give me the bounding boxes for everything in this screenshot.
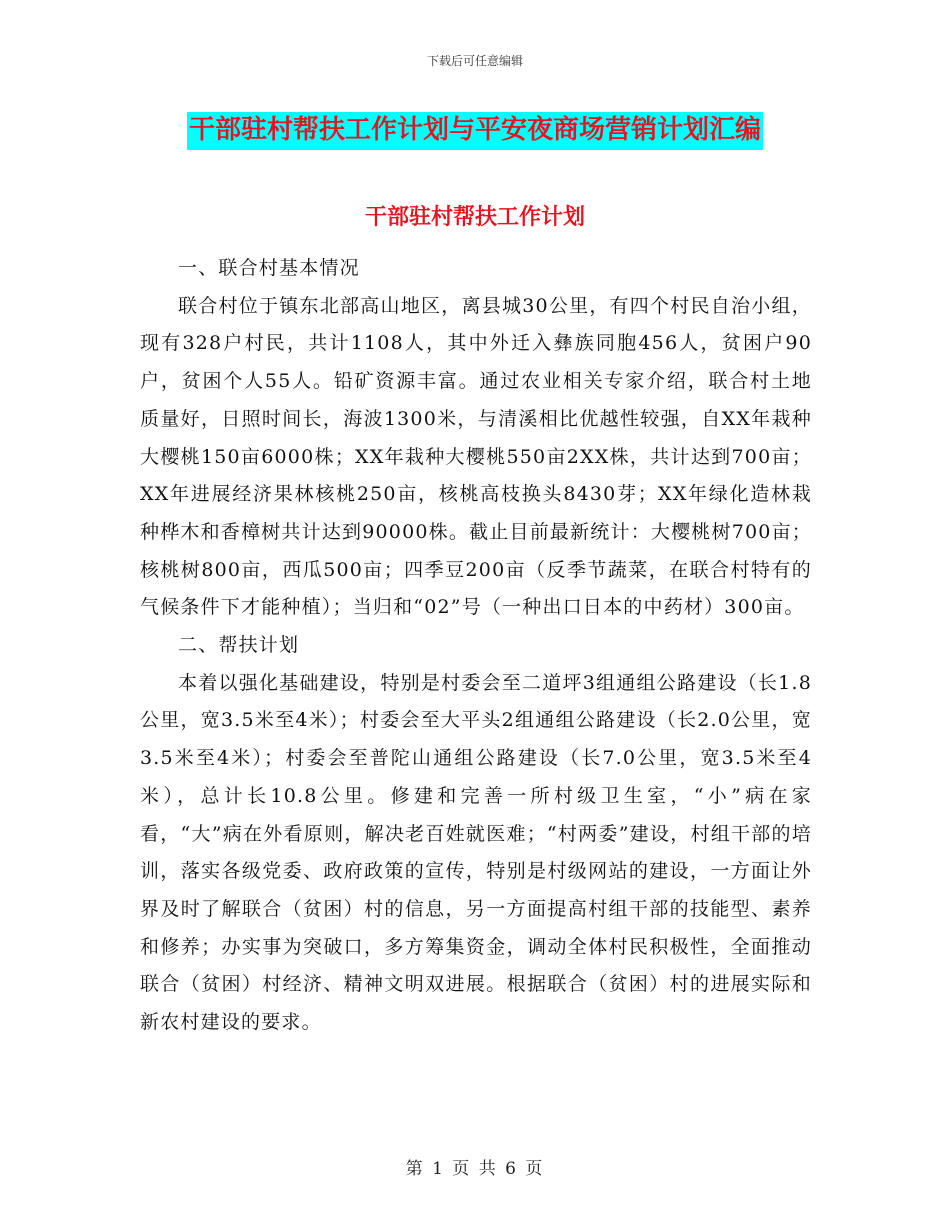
main-title-container: [0, 112, 950, 150]
body-text: [140, 250, 812, 1042]
paragraph-assistance-plan: 本着以强化基础建设，特别是村委会至二道坪3组通组公路建设（长1.8公里，宽3.5米至4米）；村委会至大平头2组通组公路建设（长2.0公里，宽3.5米至4米）；村委会至普陀山通组公路建设（长7.0公里，宽3.5米至4米），总计长10.8公里。修建和完善一所村级卫生室，“小”病在家看，“大”病在外看原则，解决老百姓就医难；“村两委”建设，村组干部的培训，落实各级党委、政府政策的宣传，特别是村级网站的建设，一方面让外界及时了解联合（贫困）村的信息，另一方面提高村组干部的技能型、素养和修养；办实事为突破口，多方筹集资金，调动全体村民积极性，全面推动联合（贫困）村经济、精神文明双进展。根据联合（贫困）村的进展实际和新农村建设的要求。: [140, 671, 812, 1034]
section-heading-basic-info: 一、联合村基本情况: [178, 257, 360, 279]
header-note: 下载后可任意编辑: [426, 54, 523, 68]
section-title: 干部驻村帮扶工作计划: [364, 204, 585, 230]
paragraph-basic-info: 联合村位于镇东北部高山地区，离县城30公里，有四个村民自治小组，现有328户村民，共计1108人，其中外迁入彝族同胞456人，贫困户90户，贫困个人55人。铅矿资源丰富。通过农业相关专家介绍，联合村土地质量好，日照时间长，海波1300米，与清溪相比优越性较强，自XX年栽种大樱桃150亩6000株；XX年栽种大樱桃550亩2XX株，共计达到700亩；XX年进展经济果林核桃250亩，核桃高枝换头8430芽；XX年绿化造林栽种桦木和香樟树共计达到90000株。截止目前最新统计：大樱桃树700亩；核桃树800亩，西瓜500亩；四季豆200亩（反季节蔬菜，在联合村特有的气候条件下才能种植）；当归和“02”号（一种出口日本的中药材）300亩。: [140, 294, 812, 619]
section-heading-assistance-plan: 二、帮扶计划: [178, 634, 300, 657]
main-title: 干部驻村帮扶工作计划与平安夜商场营销计划汇编: [187, 112, 763, 150]
page-footer: 第 1 页 共 6 页: [405, 1159, 545, 1179]
